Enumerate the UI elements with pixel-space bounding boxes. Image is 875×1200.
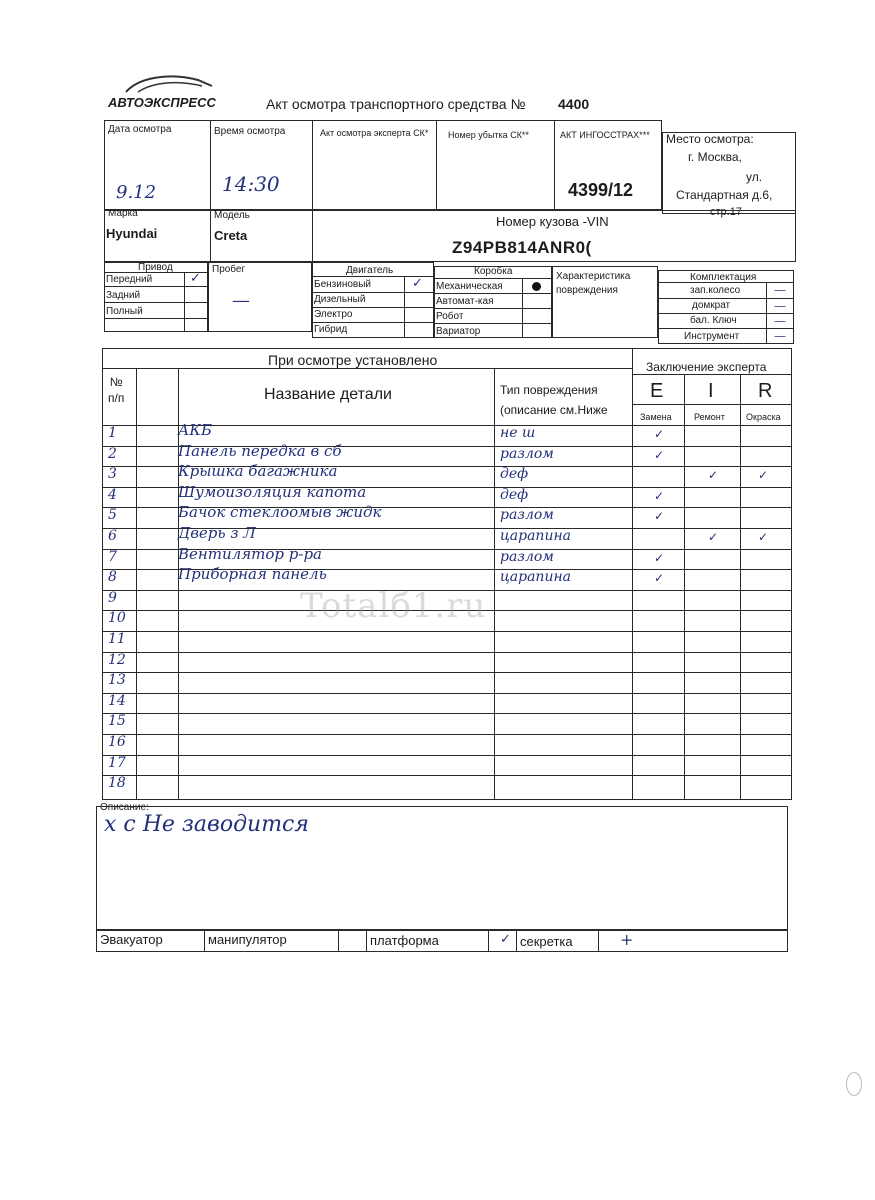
row-number: 7 — [108, 549, 117, 565]
act-number: 4400 — [558, 96, 590, 112]
row-number: 18 — [108, 775, 126, 791]
equipment-jack: домкрат — [692, 300, 731, 311]
damage-type: разлом — [500, 446, 554, 462]
logo — [108, 72, 220, 110]
col-e-header: E — [650, 380, 664, 402]
equipment-mark-3: — — [774, 314, 786, 328]
equipment-mark-2: — — [774, 299, 786, 313]
engine-check-mark: ✓ — [412, 276, 423, 291]
equipment-spare-wheel: зап.колесо — [690, 285, 741, 296]
damage-type: царапина — [500, 528, 572, 544]
place-line-1: г. Москва, — [688, 150, 742, 164]
part-name: Дверь з Л — [178, 524, 256, 542]
gearbox-mark-dot — [532, 282, 541, 291]
gearbox-label: Коробка — [474, 266, 513, 277]
row-divider — [102, 755, 792, 756]
logo-text: АВТОЭКСПРЕСС — [108, 95, 216, 110]
mark-paint: ✓ — [758, 530, 769, 544]
mark-paint: ✓ — [758, 468, 769, 482]
equipment-mark-1: — — [774, 283, 786, 297]
engine-option-electric: Электро — [314, 309, 353, 320]
equipment-label: Комплектация — [690, 272, 757, 283]
footer-row — [96, 930, 788, 952]
part-name: АКБ — [178, 421, 212, 439]
mark-replace: ✓ — [654, 551, 665, 565]
model-value: Creta — [214, 228, 248, 243]
brand-value: Hyundai — [106, 226, 158, 241]
mark-replace: ✓ — [654, 489, 665, 503]
vin-label: Номер кузова -VIN — [496, 214, 609, 229]
row-number: 16 — [108, 734, 126, 750]
date-value: 9.12 — [116, 182, 157, 203]
damage-type: деф — [500, 487, 529, 503]
name-header: Название детали — [264, 386, 392, 403]
mark-replace: ✓ — [654, 509, 665, 523]
damage-type: не ш — [500, 425, 536, 441]
part-name: Шумоизоляция капота — [178, 483, 367, 501]
drive-label: Привод — [138, 262, 173, 273]
car-logo-icon — [108, 72, 220, 94]
drive-check-mark: ✓ — [190, 271, 201, 286]
place-line-4: стр.17 — [710, 206, 742, 218]
ingos-label: АКТ ИНГОССТРАХ*** — [560, 130, 650, 140]
row-number: 6 — [108, 528, 117, 544]
row-number: 2 — [108, 446, 117, 462]
damage-char-label: Характеристика повреждения — [556, 271, 631, 296]
time-value: 14:30 — [222, 172, 280, 196]
row-number: 9 — [108, 590, 117, 606]
secret-mark: + — [620, 930, 634, 949]
col-e-sub: Замена — [640, 412, 672, 422]
mileage-value: — — [232, 290, 250, 311]
row-number: 13 — [108, 672, 126, 688]
part-name: Панель передка в сб — [178, 442, 342, 460]
manipulator-label: манипулятор — [208, 932, 287, 947]
document-title: Акт осмотра транспортного средства № — [266, 96, 526, 112]
drive-option-all: Полный — [106, 306, 143, 317]
row-divider — [102, 631, 792, 632]
scan-hole-mark — [846, 1072, 862, 1096]
engine-option-diesel: Дизельный — [314, 294, 366, 305]
damage-type: разлом — [500, 549, 554, 565]
description-value: х с Не заводится — [104, 812, 309, 837]
place-line-2: ул. — [746, 170, 763, 184]
mark-repair: ✓ — [708, 468, 719, 482]
secret-label: секретка — [520, 934, 573, 949]
row-number: 5 — [108, 507, 117, 523]
platform-mark: ✓ — [500, 932, 511, 947]
num-header: № п/п — [108, 375, 125, 405]
mark-replace: ✓ — [654, 571, 665, 585]
row-divider — [102, 713, 792, 714]
row-number: 10 — [108, 610, 126, 626]
engine-label: Двигатель — [346, 265, 394, 276]
model-label: Модель — [214, 210, 250, 221]
ingos-value: 4399/12 — [568, 180, 634, 200]
mark-replace: ✓ — [654, 448, 665, 462]
expert-act-label: Акт осмотра эксперта СК* — [320, 128, 429, 138]
mark-replace: ✓ — [654, 427, 665, 441]
damage-type: разлом — [500, 507, 554, 523]
vin-value: Z94PB814ANR0( — [452, 238, 592, 257]
vehicle-row — [104, 210, 796, 262]
row-divider — [102, 652, 792, 653]
gearbox-option-cvt: Вариатор — [436, 326, 481, 337]
col-r-header: R — [758, 380, 773, 402]
date-label: Дата осмотра — [108, 124, 172, 135]
row-number: 3 — [108, 466, 117, 482]
part-name: Бачок стеклоомыв жидк — [178, 503, 382, 521]
row-number: 15 — [108, 713, 126, 729]
equipment-tools: Инструмент — [684, 331, 740, 342]
platform-label: платформа — [370, 933, 439, 948]
place-label: Место осмотра: — [666, 132, 754, 146]
gearbox-option-manual: Механическая — [436, 281, 503, 292]
col-i-header: I — [708, 380, 714, 402]
damage-type: деф — [500, 466, 529, 482]
drive-option-front: Передний — [106, 274, 153, 285]
gearbox-option-robot: Робот — [436, 311, 464, 322]
drive-option-rear: Задний — [106, 290, 141, 301]
conclusion-title: Заключение эксперта — [646, 360, 767, 374]
findings-section-title: При осмотре установлено — [268, 352, 438, 368]
row-number: 14 — [108, 693, 126, 709]
part-name: Вентилятор р-ра — [178, 545, 322, 563]
damage-type: царапина — [500, 569, 572, 585]
row-number: 8 — [108, 569, 117, 585]
row-divider — [102, 775, 792, 776]
type-header: Тип повреждения (описание см.Ниже — [500, 383, 608, 417]
place-line-3: Стандартная д.6, — [676, 188, 773, 202]
row-number: 12 — [108, 652, 126, 668]
row-number: 11 — [108, 631, 126, 647]
engine-option-hybrid: Гибрид — [314, 324, 348, 335]
row-divider — [102, 672, 792, 673]
loss-number-label: Номер убытка СК** — [448, 130, 529, 140]
watermark: Totalб1.ru — [300, 586, 487, 626]
row-divider — [102, 734, 792, 735]
evacuator-label: Эвакуатор — [100, 932, 163, 947]
col-i-sub: Ремонт — [694, 412, 725, 422]
engine-option-petrol: Бензиновый — [314, 279, 371, 290]
row-number: 1 — [108, 425, 117, 441]
gearbox-option-auto: Автомат-кая — [436, 296, 494, 307]
mileage-label: Пробег — [212, 264, 246, 275]
part-name: Крышка багажника — [178, 462, 338, 480]
equipment-wheel-key: бал. Ключ — [690, 315, 737, 326]
mark-repair: ✓ — [708, 530, 719, 544]
col-r-sub: Окраска — [746, 412, 781, 422]
row-number: 4 — [108, 487, 117, 503]
part-name: Приборная панель — [178, 565, 327, 583]
row-number: 17 — [108, 755, 126, 771]
time-label: Время осмотра — [214, 126, 286, 137]
description-label: Описание: — [100, 802, 149, 813]
brand-label: Марка — [108, 208, 138, 219]
row-divider — [102, 693, 792, 694]
equipment-mark-4: — — [774, 329, 786, 343]
